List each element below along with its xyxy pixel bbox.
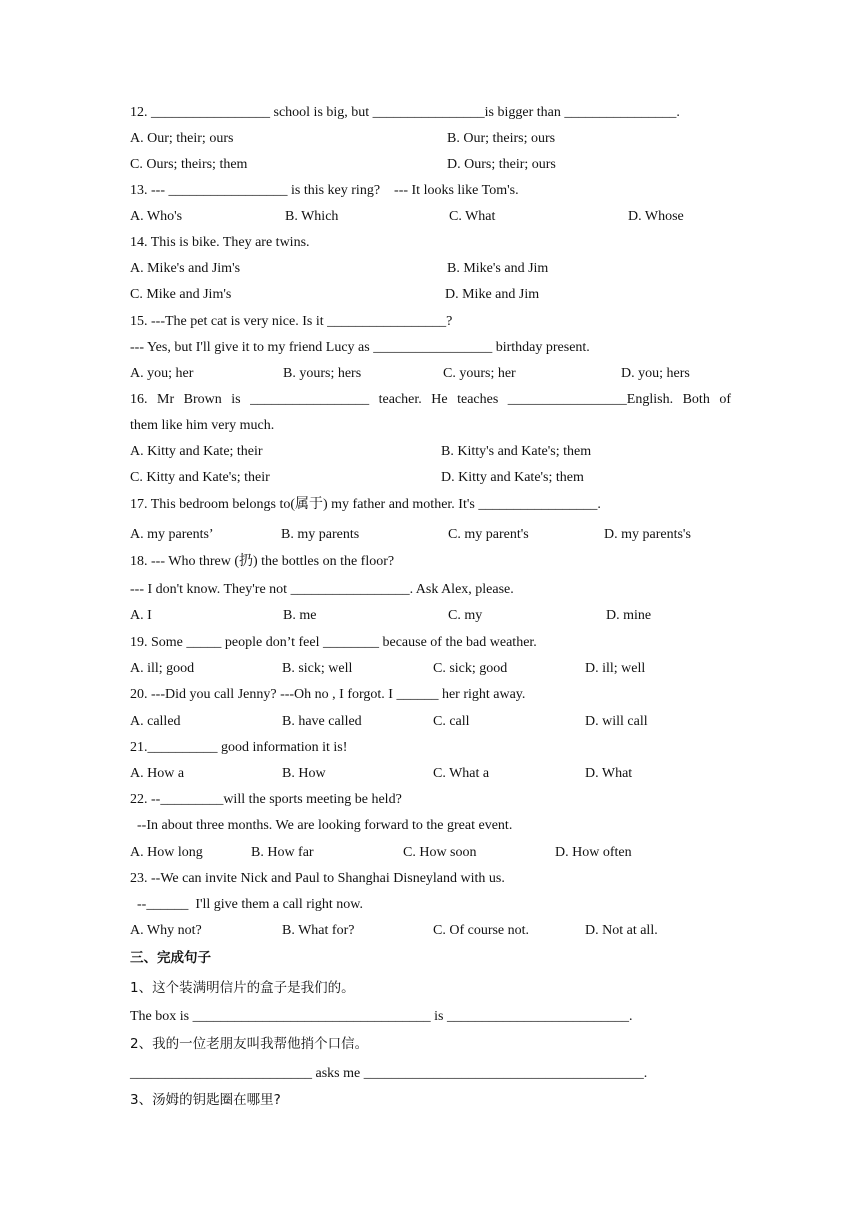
question-21-stem: 21.__________ good information it is! (130, 740, 348, 755)
question-13-option-d: D. Whose (628, 209, 684, 224)
question-12-option-b: B. Our; theirs; ours (447, 131, 556, 146)
question-22-option-c: C. How soon (403, 845, 477, 860)
question-17-option-d: D. my parents's (604, 527, 691, 542)
question-23-stem: 23. --We can invite Nick and Paul to Shanghai Disneyland with us. (130, 871, 505, 886)
question-22-option-b: B. How far (251, 845, 314, 860)
question-23-stem-continued: --______ I'll give them a call right now. (130, 897, 363, 912)
question-21-option-b: B. How (282, 766, 326, 781)
question-18-option-b: B. me (283, 608, 317, 623)
question-23-option-b: B. What for? (282, 923, 355, 938)
question-17-option-a: A. my parents’ (130, 527, 214, 542)
question-18-option-a: A. I (130, 608, 152, 623)
question-19-option-b: B. sick; well (282, 661, 353, 676)
question-20-option-b: B. have called (282, 714, 362, 729)
question-13-option-c: C. What (449, 209, 496, 224)
question-22-stem: 22. --_________will the sports meeting be held? (130, 792, 402, 807)
question-21-option-c: C. What a (433, 766, 490, 781)
question-16-stem-continued: them like him very much. (130, 418, 275, 433)
sentence-3-chinese: 3、汤姆的钥匙圈在哪里? (130, 1092, 281, 1108)
question-16-option-d: D. Kitty and Kate's; them (441, 470, 584, 485)
question-14-option-b: B. Mike's and Jim (447, 261, 549, 276)
question-17-option-b: B. my parents (281, 527, 360, 542)
question-14-stem: 14. This is bike. They are twins. (130, 235, 310, 250)
sentence-1-english: The box is __________________________________ is __________________________. (130, 1009, 633, 1024)
question-13-stem: 13. --- _________________ is this key ring? --- It looks like Tom's. (130, 183, 519, 198)
question-19-option-c: C. sick; good (433, 661, 508, 676)
question-12-option-d: D. Ours; their; ours (447, 157, 556, 172)
sentence-2-english: __________________________ asks me ________________________________________. (130, 1066, 648, 1081)
question-16-stem: 16. Mr Brown is _________________ teacher. He teaches _________________English. Both of (130, 392, 731, 407)
question-23-option-a: A. Why not? (130, 923, 202, 938)
question-15-stem-continued: --- Yes, but I'll give it to my friend Lucy as _________________ birthday present. (130, 340, 590, 355)
sentence-1-chinese: 1、这个装满明信片的盒子是我们的。 (130, 980, 355, 996)
question-17-option-c: C. my parent's (448, 527, 529, 542)
question-12-option-a: A. Our; their; ours (130, 131, 234, 146)
question-21-option-a: A. How a (130, 766, 185, 781)
question-22-option-a: A. How long (130, 845, 203, 860)
question-14-option-d: D. Mike and Jim (445, 287, 540, 302)
question-15-option-b: B. yours; hers (283, 366, 362, 381)
question-12-stem: 12. _________________ school is big, but ________________is bigger than ________________. (130, 105, 680, 120)
question-23-option-c: C. Of course not. (433, 923, 530, 938)
question-19-option-d: D. ill; well (585, 661, 646, 676)
question-14-option-c: C. Mike and Jim's (130, 287, 232, 302)
question-19-option-a: A. ill; good (130, 661, 195, 676)
question-13-option-b: B. Which (285, 209, 339, 224)
question-22-stem-continued: --In about three months. We are looking forward to the great event. (130, 818, 513, 833)
question-21-option-d: D. What (585, 766, 633, 781)
question-20-option-c: C. call (433, 714, 470, 729)
sentence-2-chinese: 2、我的一位老朋友叫我帮他捎个口信。 (130, 1036, 369, 1052)
question-17-stem: 17. This bedroom belongs to(属于) my father and mother. It's _________________. (130, 497, 601, 512)
question-15-option-a: A. you; her (130, 366, 194, 381)
question-18-stem: 18. --- Who threw (扔) the bottles on the floor? (130, 554, 395, 569)
question-16-option-c: C. Kitty and Kate's; their (130, 470, 270, 485)
question-16-option-b: B. Kitty's and Kate's; them (441, 444, 592, 459)
question-20-stem: 20. ---Did you call Jenny? ---Oh no , I forgot. I ______ her right away. (130, 687, 526, 702)
section-3-heading: 三、完成句子 (130, 950, 211, 966)
question-20-option-a: A. called (130, 714, 181, 729)
question-18-option-c: C. my (448, 608, 483, 623)
question-16-option-a: A. Kitty and Kate; their (130, 444, 263, 459)
question-15-option-d: D. you; hers (621, 366, 690, 381)
question-14-option-a: A. Mike's and Jim's (130, 261, 241, 276)
question-19-stem: 19. Some _____ people don’t feel ________ because of the bad weather. (130, 635, 537, 650)
question-12-option-c: C. Ours; theirs; them (130, 157, 248, 172)
question-15-option-c: C. yours; her (443, 366, 516, 381)
question-23-option-d: D. Not at all. (585, 923, 658, 938)
question-15-stem: 15. ---The pet cat is very nice. Is it _________________? (130, 314, 453, 329)
question-13-option-a: A. Who's (130, 209, 183, 224)
question-20-option-d: D. will call (585, 714, 648, 729)
question-22-option-d: D. How often (555, 845, 632, 860)
question-18-stem-continued: --- I don't know. They're not _________________. Ask Alex, please. (130, 582, 514, 597)
question-18-option-d: D. mine (606, 608, 652, 623)
